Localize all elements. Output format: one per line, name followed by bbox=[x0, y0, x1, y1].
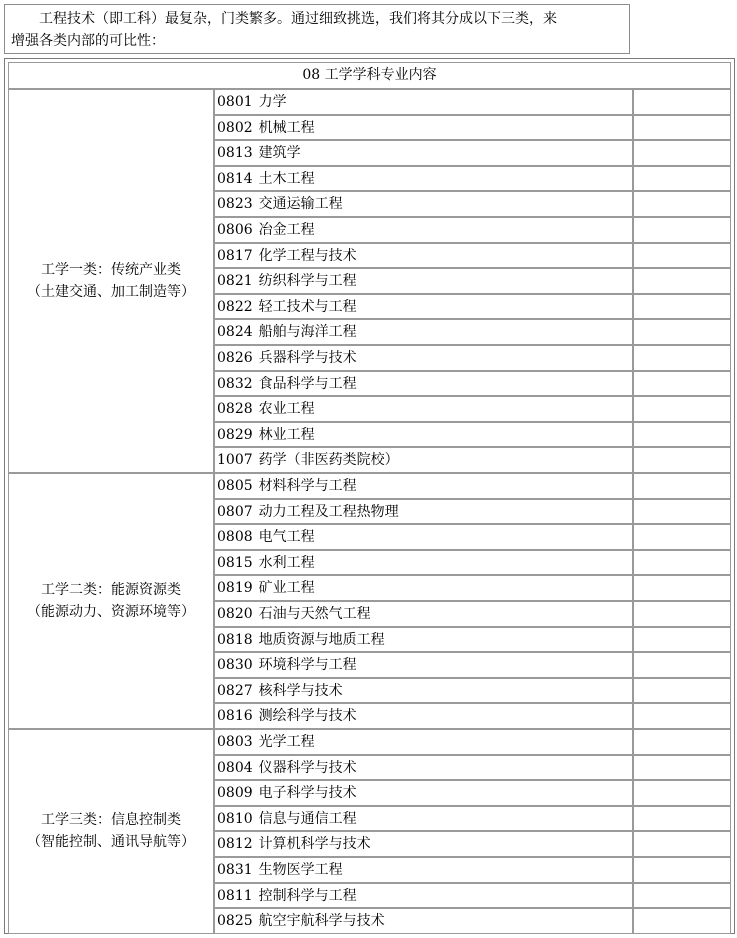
subject-cell bbox=[214, 831, 633, 857]
subject-code: 0814 bbox=[217, 170, 253, 187]
subject-code: 0832 bbox=[217, 375, 253, 392]
blank-cell bbox=[633, 217, 731, 243]
subject-name: 交通运输工程 bbox=[258, 196, 343, 213]
subject-cell bbox=[214, 166, 633, 192]
subject-cell bbox=[214, 422, 633, 448]
subject-code: 0809 bbox=[217, 785, 253, 802]
blank-cell bbox=[633, 755, 731, 781]
subject-cell bbox=[214, 447, 633, 473]
subject-name: 光学工程 bbox=[258, 734, 315, 750]
subject-name: 药学（非医药类院校） bbox=[258, 452, 399, 469]
subject-name: 信息与通信工程 bbox=[258, 810, 357, 827]
subject-name: 轻工技术与工程 bbox=[258, 298, 357, 315]
subject-cell bbox=[214, 575, 633, 601]
subject-code: 0827 bbox=[217, 682, 253, 699]
subject-name: 测绘科学与技术 bbox=[258, 708, 357, 725]
subject-cell bbox=[214, 345, 633, 371]
subject-cell bbox=[214, 729, 633, 755]
subject-cell bbox=[214, 396, 633, 422]
subject-cell bbox=[214, 908, 633, 934]
blank-cell bbox=[633, 396, 731, 422]
subject-name: 食品科学与工程 bbox=[258, 375, 357, 392]
subject-name: 土木工程 bbox=[258, 170, 315, 187]
subject-table bbox=[4, 58, 735, 934]
subject-cell bbox=[214, 268, 633, 294]
group-name: 工学一类：传统产业类 bbox=[41, 262, 181, 278]
blank-cell bbox=[633, 908, 731, 934]
subject-cell bbox=[214, 115, 633, 141]
subject-code: 0815 bbox=[217, 554, 253, 571]
subject-cell bbox=[214, 191, 633, 217]
group-name: 工学三类：信息控制类 bbox=[41, 812, 181, 829]
subject-code: 0808 bbox=[217, 529, 253, 546]
subject-code: 0829 bbox=[217, 426, 253, 443]
subject-code: 0801 bbox=[217, 94, 253, 110]
blank-cell bbox=[633, 678, 731, 704]
blank-cell bbox=[633, 268, 731, 294]
subject-cell bbox=[214, 857, 633, 883]
blank-cell bbox=[633, 550, 731, 576]
blank-cell bbox=[633, 115, 731, 141]
subject-code: 0823 bbox=[217, 196, 253, 213]
subject-cell bbox=[214, 703, 633, 729]
blank-cell bbox=[633, 166, 731, 192]
subject-name: 兵器科学与技术 bbox=[258, 350, 357, 366]
subject-name: 环境科学与工程 bbox=[258, 657, 357, 674]
subject-name: 化学工程与技术 bbox=[258, 247, 357, 264]
subject-code: 0817 bbox=[217, 247, 253, 264]
subject-code: 0816 bbox=[217, 708, 253, 725]
subject-name: 动力工程及工程热物理 bbox=[258, 503, 399, 520]
subject-code: 0824 bbox=[217, 324, 253, 341]
subject-code: 0806 bbox=[217, 222, 253, 238]
subject-code: 0831 bbox=[217, 862, 253, 878]
subject-name: 农业工程 bbox=[258, 401, 315, 418]
subject-code: 0825 bbox=[217, 913, 253, 930]
blank-cell bbox=[633, 883, 731, 909]
table-title: 08 工学学科专业内容 bbox=[8, 62, 731, 89]
subject-cell bbox=[214, 806, 633, 832]
blank-cell bbox=[633, 140, 731, 166]
intro-text bbox=[11, 8, 623, 52]
subject-cell bbox=[214, 550, 633, 576]
subject-code: 0826 bbox=[217, 350, 253, 366]
group-name: 工学二类：能源资源类 bbox=[41, 582, 181, 598]
group-description: （智能控制、通讯导航等） bbox=[27, 834, 195, 851]
blank-cell bbox=[633, 627, 731, 653]
subject-code: 0822 bbox=[217, 298, 253, 315]
subject-cell bbox=[214, 652, 633, 678]
blank-cell bbox=[633, 191, 731, 217]
subject-name: 矿业工程 bbox=[258, 580, 315, 597]
subject-cell bbox=[214, 627, 633, 653]
group-cell-2 bbox=[8, 473, 214, 729]
blank-cell bbox=[633, 857, 731, 883]
subject-code: 0828 bbox=[217, 401, 253, 418]
subject-name: 石油与天然气工程 bbox=[258, 606, 371, 622]
subject-name: 建筑学 bbox=[258, 145, 301, 162]
subject-name: 仪器科学与技术 bbox=[258, 759, 357, 776]
blank-cell bbox=[633, 575, 731, 601]
subject-cell bbox=[214, 755, 633, 781]
subject-cell bbox=[214, 294, 633, 320]
subject-code: 0821 bbox=[217, 273, 253, 290]
intro-paragraph bbox=[4, 4, 630, 54]
subject-name: 航空宇航科学与技术 bbox=[258, 913, 385, 930]
subject-cell bbox=[214, 883, 633, 909]
subject-name: 电子科学与技术 bbox=[258, 785, 357, 802]
subject-name: 控制科学与工程 bbox=[258, 887, 357, 904]
subject-cell bbox=[214, 601, 633, 627]
subject-cell bbox=[214, 217, 633, 243]
blank-cell bbox=[633, 319, 731, 345]
subject-name: 林业工程 bbox=[258, 426, 315, 443]
group-cell-3 bbox=[8, 729, 214, 934]
subject-name: 地质资源与地质工程 bbox=[258, 631, 385, 648]
subject-code: 0818 bbox=[217, 631, 253, 648]
subject-name: 纺织科学与工程 bbox=[258, 273, 357, 290]
subject-name: 计算机科学与技术 bbox=[258, 836, 371, 853]
subject-code: 0802 bbox=[217, 119, 253, 136]
subject-code: 0812 bbox=[217, 836, 253, 853]
group-cell-1 bbox=[8, 89, 214, 473]
blank-cell bbox=[633, 806, 731, 832]
blank-cell bbox=[633, 652, 731, 678]
blank-cell bbox=[633, 243, 731, 269]
subject-code: 1007 bbox=[217, 452, 253, 469]
blank-cell bbox=[633, 524, 731, 550]
subject-name: 生物医学工程 bbox=[258, 862, 343, 878]
subject-code: 0805 bbox=[217, 478, 253, 494]
subject-code: 0811 bbox=[217, 887, 253, 904]
subject-name: 机械工程 bbox=[258, 119, 315, 136]
blank-cell bbox=[633, 447, 731, 473]
intro-line-2: 增强各类内部的可比性： bbox=[11, 33, 165, 49]
subject-code: 0810 bbox=[217, 810, 253, 827]
subject-cell bbox=[214, 780, 633, 806]
subject-cell bbox=[214, 140, 633, 166]
blank-cell bbox=[633, 89, 731, 115]
blank-cell bbox=[633, 831, 731, 857]
blank-cell bbox=[633, 729, 731, 755]
subject-code: 0820 bbox=[217, 606, 253, 622]
subject-cell bbox=[214, 243, 633, 269]
subject-code: 0803 bbox=[217, 734, 253, 750]
subject-cell bbox=[214, 473, 633, 499]
blank-cell bbox=[633, 601, 731, 627]
subject-code: 0819 bbox=[217, 580, 253, 597]
subject-code: 0813 bbox=[217, 145, 253, 162]
subject-name: 材料科学与工程 bbox=[258, 478, 357, 494]
blank-cell bbox=[633, 345, 731, 371]
blank-cell bbox=[633, 422, 731, 448]
subject-code: 0807 bbox=[217, 503, 253, 520]
group-description: （土建交通、加工制造等） bbox=[27, 284, 195, 300]
subject-cell bbox=[214, 319, 633, 345]
intro-line-1: 工程技术（即工科）最复杂，门类繁多。通过细致挑选，我们将其分成以下三类，来 bbox=[39, 11, 557, 27]
subject-name: 船舶与海洋工程 bbox=[258, 324, 357, 341]
blank-cell bbox=[633, 703, 731, 729]
subject-name: 力学 bbox=[258, 94, 287, 110]
blank-cell bbox=[633, 473, 731, 499]
subject-cell bbox=[214, 89, 633, 115]
blank-cell bbox=[633, 371, 731, 397]
subject-cell bbox=[214, 499, 633, 525]
subject-code: 0804 bbox=[217, 759, 253, 776]
blank-cell bbox=[633, 294, 731, 320]
subject-name: 电气工程 bbox=[258, 529, 315, 546]
subject-code: 0830 bbox=[217, 657, 253, 674]
blank-cell bbox=[633, 499, 731, 525]
blank-cell bbox=[633, 780, 731, 806]
subject-cell bbox=[214, 371, 633, 397]
group-description: （能源动力、资源环境等） bbox=[27, 604, 195, 620]
subject-cell bbox=[214, 524, 633, 550]
subject-name: 核科学与技术 bbox=[258, 682, 343, 699]
subject-cell bbox=[214, 678, 633, 704]
subject-name: 水利工程 bbox=[258, 554, 315, 571]
subject-name: 冶金工程 bbox=[258, 222, 315, 238]
